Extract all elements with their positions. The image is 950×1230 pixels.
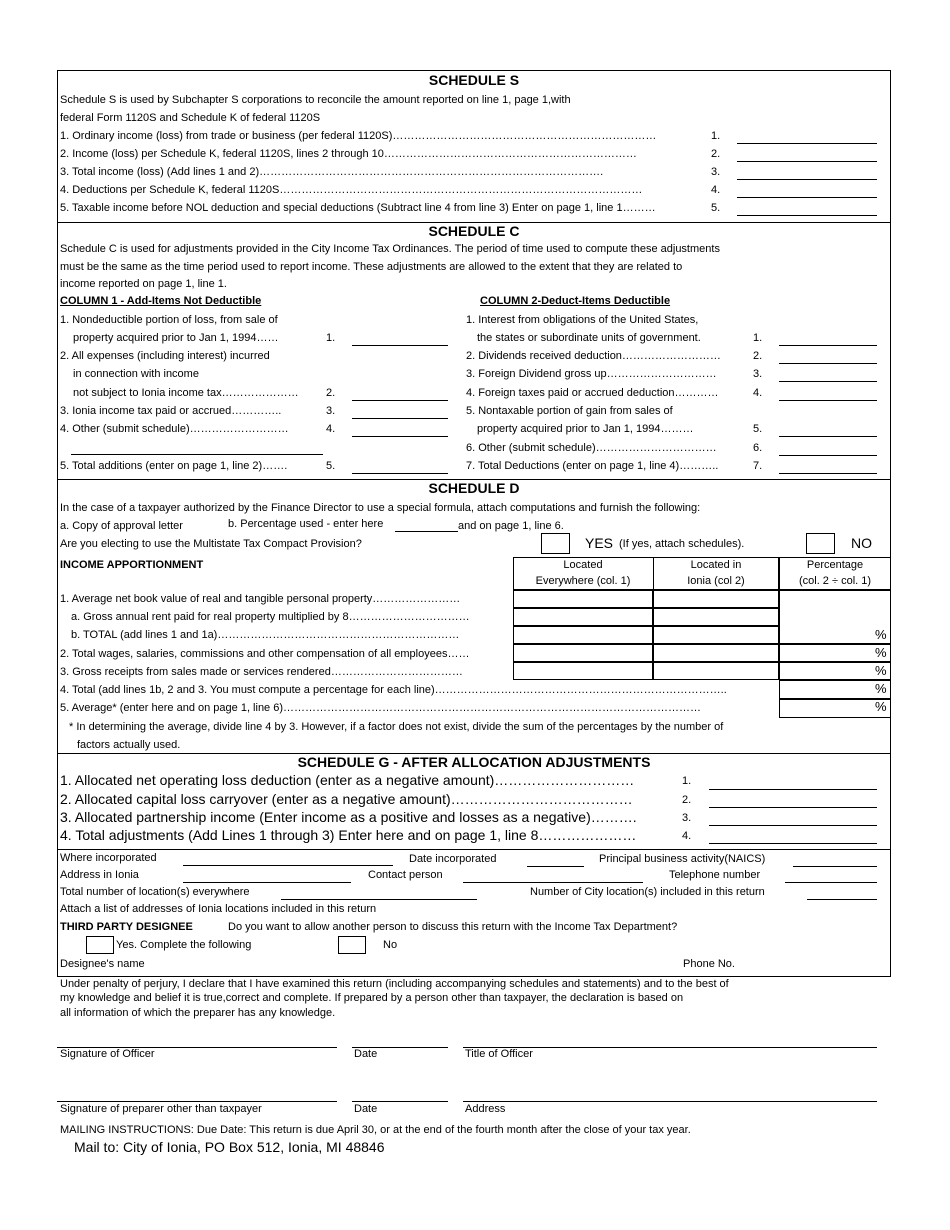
col-1-header: Everywhere (col. 1) — [535, 575, 631, 587]
col-2-header: Ionia (col 2) — [687, 575, 745, 587]
contact-person-label: Contact person — [368, 869, 443, 881]
where-incorporated-field[interactable] — [183, 865, 393, 866]
schedule-s-line-1: 1. Ordinary income (loss) from trade or business (per federal 1120S)……………………………………………………………… — [60, 130, 657, 142]
preparer-address-field[interactable] — [463, 1101, 877, 1102]
line-2-col-1[interactable] — [513, 644, 653, 662]
average-note: factors actually used. — [77, 739, 181, 751]
no-label: NO — [851, 535, 872, 551]
city-locations-label: Number of City location(s) included in this return — [530, 886, 765, 898]
line-number: 2. — [326, 387, 336, 399]
multistate-no-checkbox[interactable] — [806, 533, 835, 554]
contact-person-field[interactable] — [463, 882, 643, 883]
deduct-item-5-field[interactable] — [779, 436, 877, 437]
schedule-c-intro: income reported on page 1, line 1. — [60, 278, 227, 290]
schedule-g-line-3: 3. Allocated partnership income (Enter income as a positive and losses as a negative)………. — [60, 809, 637, 825]
col-3-header: (col. 2 ÷ col. 1) — [798, 575, 872, 587]
total-additions-field[interactable] — [352, 473, 448, 474]
line-number: 5. — [753, 423, 763, 435]
preparer-address-label: Address — [465, 1103, 506, 1115]
apportion-line-2: 2. Total wages, salaries, commissions and other compensation of all employees…… — [60, 648, 470, 660]
total-locations-field[interactable] — [281, 899, 477, 900]
add-item-1: property acquired prior to Jan 1, 1994…… — [73, 332, 279, 344]
schedule-c-intro: must be the same as the time period used to report income. These adjustments are allowed to the extent that they are related to — [60, 261, 683, 273]
deduct-item-3: 3. Foreign Dividend gross up………………………… — [466, 368, 717, 380]
address-label: Address in Ionia — [60, 869, 139, 881]
address-field[interactable] — [183, 882, 351, 883]
add-item-1: 1. Nondeductible portion of loss, from sale of — [60, 314, 278, 326]
multistate-yes-checkbox[interactable] — [541, 533, 570, 554]
naics-label: Principal business activity(NAICS) — [599, 853, 766, 865]
multistate-question: Are you electing to use the Multistate Tax Compact Provision? — [60, 538, 362, 550]
add-item-2-field[interactable] — [352, 400, 448, 401]
add-item-2: in connection with income — [73, 368, 199, 380]
add-item-4: 4. Other (submit schedule)……………………… — [60, 423, 289, 435]
percent-sign: % — [875, 699, 887, 714]
third-party-yes-checkbox[interactable] — [86, 936, 114, 954]
income-apportionment-title: INCOME APPORTIONMENT — [60, 559, 204, 571]
officer-signature-label: Signature of Officer — [60, 1048, 155, 1060]
designee-name-label: Designee's name — [60, 958, 145, 970]
schedule-s-line-4: 4. Deductions per Schedule K, federal 1120S……………………………………………………………………………………… — [60, 184, 643, 196]
apportion-line-5: 5. Average* (enter here and on page 1, line 6)…………………………………………………………………………………………………… — [60, 702, 702, 714]
apportion-line-1: 1. Average net book value of real and tangible personal property…………………… — [60, 593, 461, 605]
preparer-signature-label: Signature of preparer other than taxpayer — [60, 1103, 262, 1115]
percentage-used-label: b. Percentage used - enter here — [228, 518, 384, 530]
mail-to-address: Mail to: City of Ionia, PO Box 512, Ionia, MI 48846 — [74, 1139, 385, 1155]
line-number: 1. — [753, 332, 763, 344]
apportion-line-1a: a. Gross annual rent paid for real property multiplied by 8…………………………… — [71, 611, 470, 623]
schedule-s-line-5: 5. Taxable income before NOL deduction and special deductions (Subtract line 4 from line 3) Enter on page 1, line 1……… — [60, 202, 656, 214]
col-1-header: Located — [563, 559, 603, 571]
deduct-item-2-field[interactable] — [779, 363, 877, 364]
yes-complete-label: Yes. Complete the following — [116, 939, 252, 951]
line-number: 2. — [753, 350, 763, 362]
deduct-item-3-field[interactable] — [779, 381, 877, 382]
where-incorporated-label: Where incorporated — [60, 852, 157, 864]
line-number: 2. — [682, 794, 692, 806]
naics-field[interactable] — [793, 866, 877, 867]
line-number: 5. — [326, 460, 336, 472]
deduct-item-1-field[interactable] — [779, 345, 877, 346]
add-item-2: not subject to Ionia income tax………………… — [73, 387, 299, 399]
add-item-2: 2. All expenses (including interest) incurred — [60, 350, 270, 362]
line-1a-col-2[interactable] — [653, 608, 779, 626]
line-number: 1. — [711, 130, 721, 142]
line-number: 3. — [326, 405, 336, 417]
schedule-s-line-4-field[interactable] — [737, 197, 877, 198]
apportion-line-4: 4. Total (add lines 1b, 2 and 3. You must compute a percentage for each line)…………………………………………………………………….. — [60, 684, 727, 696]
third-party-question: Do you want to allow another person to discuss this return with the Income Tax Department? — [228, 921, 678, 933]
column-1-title: COLUMN 1 - Add-Items Not Deductible — [60, 295, 262, 307]
schedule-s-title: SCHEDULE S — [428, 72, 520, 88]
add-item-5: 5. Total additions (enter on page 1, line 2)……. — [60, 460, 288, 472]
deduct-item-4: 4. Foreign taxes paid or accrued deduction………… — [466, 387, 719, 399]
line-number: 3. — [753, 368, 763, 380]
yes-label: YES — [585, 535, 614, 551]
deduct-item-5: 5. Nontaxable portion of gain from sales of — [466, 405, 673, 417]
schedule-s-line-1-field[interactable] — [737, 143, 877, 144]
city-locations-field[interactable] — [807, 899, 877, 900]
line-3-col-1[interactable] — [513, 662, 653, 680]
line-number: 3. — [682, 812, 692, 824]
percent-sign: % — [875, 627, 887, 642]
line-3-col-2[interactable] — [653, 662, 779, 680]
schedule-s-line-2-field[interactable] — [737, 161, 877, 162]
line-number: 4. — [711, 184, 721, 196]
perjury-statement: Under penalty of perjury, I declare that I have examined this return (including accompanying schedules and statements) and to the best of — [60, 978, 729, 990]
line-number: 4. — [753, 387, 763, 399]
schedule-d-title: SCHEDULE D — [428, 480, 520, 496]
schedule-g-title: SCHEDULE G - AFTER ALLOCATION ADJUSTMENTS — [297, 754, 651, 770]
percentage-used-note: and on page 1, line 6. — [458, 520, 564, 532]
add-item-3: 3. Ionia income tax paid or accrued………….. — [60, 405, 282, 417]
line-number: 1. — [682, 775, 692, 787]
line-number: 3. — [711, 166, 721, 178]
schedule-g-line-3-field[interactable] — [709, 825, 877, 826]
schedule-g-line-1: 1. Allocated net operating loss deduction (enter as a negative amount)………………………… — [60, 772, 635, 788]
deduct-item-1: the states or subordinate units of government. — [477, 332, 701, 344]
schedule-s-line-5-field[interactable] — [737, 215, 877, 216]
phone-no-label: Phone No. — [683, 958, 735, 970]
deduct-item-4-field[interactable] — [779, 400, 877, 401]
schedule-g-line-4: 4. Total adjustments (Add Lines 1 through 3) Enter here and on page 1, line 8………………… — [60, 827, 637, 843]
third-party-no-checkbox[interactable] — [338, 936, 366, 954]
line-number: 6. — [753, 442, 763, 454]
line-number: 1. — [326, 332, 336, 344]
mailing-instructions: MAILING INSTRUCTIONS: Due Date: This return is due April 30, or at the end of the fourth month after the close of your tax year. — [60, 1124, 691, 1136]
schedule-c-intro: Schedule C is used for adjustments provided in the City Income Tax Ordinances. The period of time used to compute these adjustments — [60, 243, 720, 255]
telephone-label: Telephone number — [669, 869, 761, 881]
add-item-4-field[interactable] — [352, 436, 448, 437]
schedule-s-intro: Schedule S is used by Subchapter S corporations to reconcile the amount reported on line 1, page 1,with — [60, 94, 571, 106]
percent-sign: % — [875, 681, 887, 696]
schedule-s-line-3-field[interactable] — [737, 179, 877, 180]
line-1b-col-1[interactable] — [513, 626, 653, 644]
line-number: 4. — [326, 423, 336, 435]
total-deductions-field[interactable] — [779, 473, 877, 474]
deduct-item-5: property acquired prior to Jan 1, 1994……… — [477, 423, 694, 435]
col-2-header: Located in — [690, 559, 742, 571]
deduct-item-6-field[interactable] — [779, 455, 877, 456]
line-number: 4. — [682, 830, 692, 842]
no-label: No — [383, 939, 398, 951]
attach-list-note: Attach a list of addresses of Ionia locations included in this return — [60, 903, 377, 915]
apportion-line-1b: b. TOTAL (add lines 1 and 1a)………………………………………………………… — [71, 629, 460, 641]
schedule-s-intro: federal Form 1120S and Schedule K of federal 1120S — [60, 112, 321, 124]
total-locations-label: Total number of location(s) everywhere — [60, 886, 250, 898]
line-1-col-1[interactable] — [513, 590, 653, 608]
percent-sign: % — [875, 663, 887, 678]
apportion-line-3: 3. Gross receipts from sales made or services rendered……………………………… — [60, 666, 463, 678]
yes-note: (If yes, attach schedules). — [619, 538, 745, 550]
line-1b-col-2[interactable] — [653, 626, 779, 644]
percentage-used-field[interactable] — [395, 531, 458, 532]
apportionment-grid — [513, 557, 891, 689]
line-1a-col-1[interactable] — [513, 608, 653, 626]
schedule-s-line-2: 2. Income (loss) per Schedule K, federal 1120S, lines 2 through 10…………………………………………………………… — [60, 148, 637, 160]
third-party-title: THIRD PARTY DESIGNEE — [60, 921, 193, 933]
percent-sign: % — [875, 645, 887, 660]
line-number: 5. — [711, 202, 721, 214]
preparer-date-label: Date — [354, 1103, 378, 1115]
other-schedule-field[interactable] — [71, 454, 323, 455]
line-number: 7. — [753, 460, 763, 472]
col-3-header: Percentage — [806, 559, 864, 571]
line-1-col-2[interactable] — [653, 590, 779, 608]
line-number: 2. — [711, 148, 721, 160]
officer-title-label: Title of Officer — [465, 1048, 533, 1060]
schedule-g-line-1-field[interactable] — [709, 789, 877, 790]
section-divider — [57, 849, 891, 850]
deduct-item-6: 6. Other (submit schedule)…………………………… — [466, 442, 717, 454]
perjury-statement: my knowledge and belief it is true,correct and complete. If prepared by a person other than taxpayer, the declaration is based on — [60, 992, 684, 1004]
date-incorporated-field[interactable] — [527, 866, 584, 867]
add-item-3-field[interactable] — [352, 418, 448, 419]
officer-date-label: Date — [354, 1048, 378, 1060]
approval-letter-label: a. Copy of approval letter — [60, 520, 183, 532]
line-2-col-2[interactable] — [653, 644, 779, 662]
telephone-field[interactable] — [785, 882, 877, 883]
perjury-statement: all information of which the preparer has any knowledge. — [60, 1007, 336, 1019]
schedule-d-intro: In the case of a taxpayer authorized by the Finance Director to use a special formula, attach computations and furnish the following: — [60, 502, 701, 514]
average-note: * In determining the average, divide line 4 by 3. However, if a factor does not exist, divide the sum of the percentages by the number of — [69, 721, 724, 733]
schedule-g-line-4-field[interactable] — [709, 843, 877, 844]
schedule-g-line-2-field[interactable] — [709, 807, 877, 808]
add-item-1-field[interactable] — [352, 345, 448, 346]
schedule-c-title: SCHEDULE C — [428, 223, 520, 239]
deduct-item-2: 2. Dividends received deduction……………………… — [466, 350, 721, 362]
deduct-item-7: 7. Total Deductions (enter on page 1, line 4)……….. — [466, 460, 719, 472]
date-incorporated-label: Date incorporated — [409, 853, 497, 865]
schedule-g-line-2: 2. Allocated capital loss carryover (enter as a negative amount)………………………………… — [60, 791, 633, 807]
schedule-s-line-3: 3. Total income (loss) (Add lines 1 and 2)…………………………………………………………………………………. — [60, 166, 604, 178]
column-2-title: COLUMN 2-Deduct-Items Deductible — [480, 295, 671, 307]
deduct-item-1: 1. Interest from obligations of the United States, — [466, 314, 699, 326]
